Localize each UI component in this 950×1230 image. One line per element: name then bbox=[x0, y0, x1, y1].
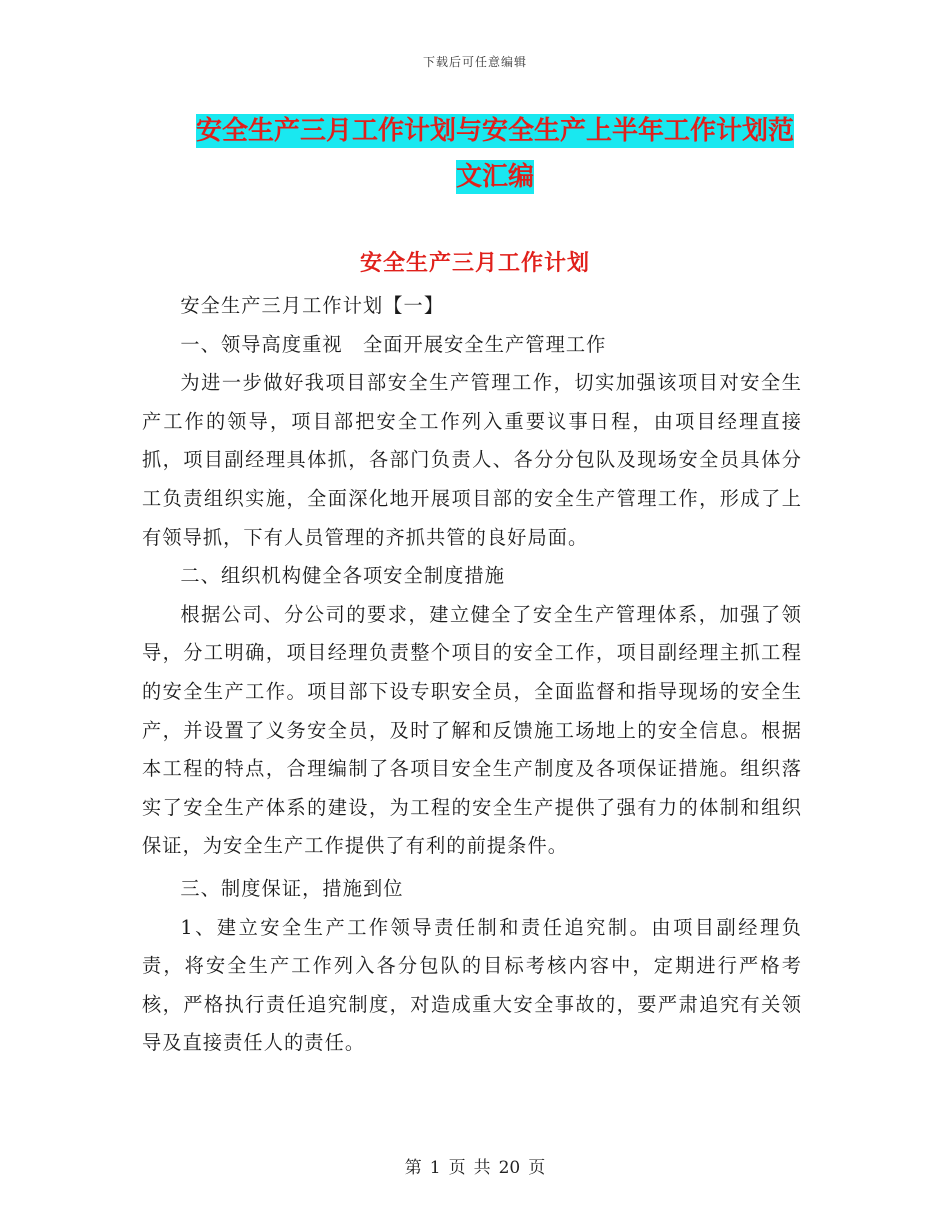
footer-total-pages: 20 bbox=[498, 1158, 521, 1178]
section-title: 安全生产三月工作计划 bbox=[359, 251, 590, 276]
paragraph-body-3: 1、建立安全生产工作领导责任制和责任追究制。由项目副经理负责，将安全生产工作列入各分包队的目标考核内容中，定期进行严格考核，严格执行责任追究制度，对造成重大安全事故的，要严肃追究有关领导及直接责任人的责任。 bbox=[142, 915, 802, 1055]
paragraph-plan-heading: 安全生产三月工作计划【一】 bbox=[180, 294, 445, 317]
footer-label-unit: 页 bbox=[448, 1158, 466, 1178]
paragraph-heading-2: 二、组织机构健全各项安全制度措施 bbox=[180, 564, 505, 588]
document-body bbox=[142, 287, 802, 1063]
header-note: 下载后可任意编辑 bbox=[422, 55, 527, 69]
footer-label-total: 共 bbox=[473, 1158, 491, 1178]
footer-label-unit-2: 页 bbox=[528, 1158, 546, 1178]
page-footer bbox=[0, 1153, 950, 1178]
document-title bbox=[150, 108, 840, 200]
document-title-line-2: 文汇编 bbox=[455, 162, 534, 192]
footer-label-page: 第 bbox=[404, 1158, 422, 1178]
paragraph-body-1: 为进一步做好我项目部安全生产管理工作，切实加强该项目对安全生产工作的领导，项目部把安全工作列入重要议事日程，由项目经理直接抓，项目副经理具体抓，各部门负责人、各分分包队及现场安全员具体分工负责组织实施，全面深化地开展项目部的安全生产管理工作，形成了上有领导抓，下有人员管理的齐抓共管的良好局面。 bbox=[142, 371, 802, 549]
footer-current-page: 1 bbox=[429, 1158, 441, 1178]
paragraph-heading-3: 三、制度保证，措施到位 bbox=[180, 876, 404, 900]
paragraph-body-2: 根据公司、分公司的要求，建立健全了安全生产管理体系，加强了领导，分工明确，项目经理负责整个项目的安全工作，项目副经理主抓工程的安全生产工作。项目部下设专职安全员，全面监督和指导现场的安全生产，并设置了义务安全员，及时了解和反馈施工场地上的安全信息。根据本工程的特点，合理编制了各项目安全生产制度及各项保证措施。组织落实了安全生产体系的建设，为工程的安全生产提供了强有力的体制和组织保证，为安全生产工作提供了有利的前提条件。 bbox=[142, 602, 802, 858]
paragraph-heading-1: 一、领导高度重视 全面开展安全生产管理工作 bbox=[180, 332, 607, 356]
document-title-line-1: 安全生产三月工作计划与安全生产上半年工作计划范 bbox=[195, 116, 794, 146]
